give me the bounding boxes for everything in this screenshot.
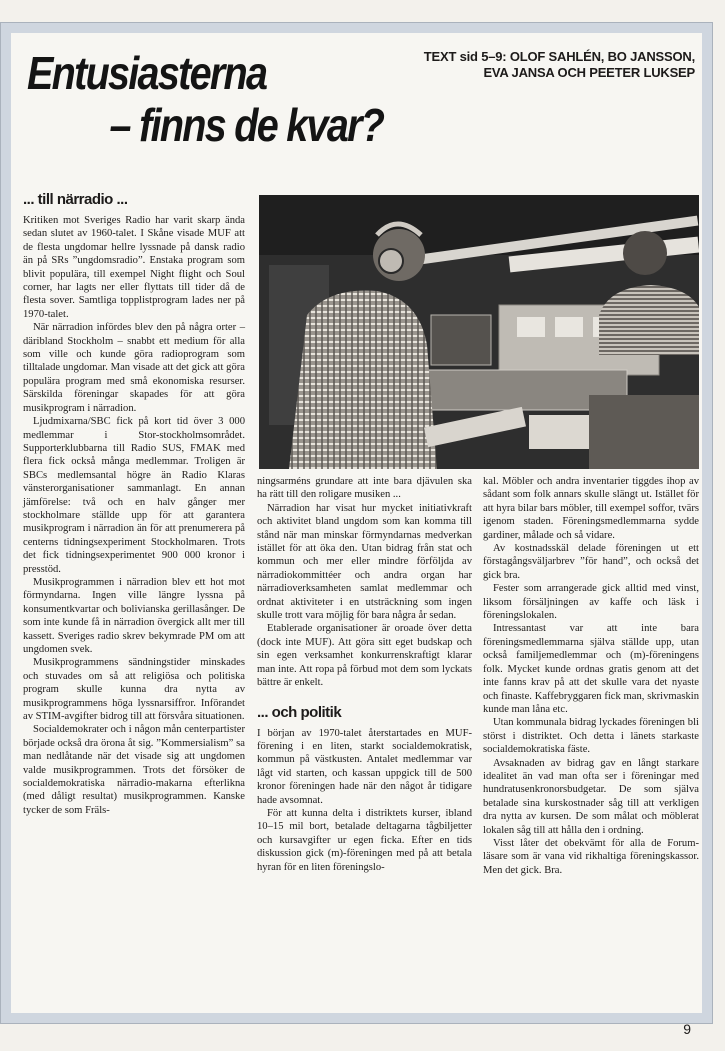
column-2 — [257, 475, 472, 874]
paragraph: I början av 1970-talet återstartades en MUF-förening i en liten, starkt socialdemokratisk, kommun på västkusten. Antalet medlemmar var lågt vid starten, och kassan uppgick till de 500 kronor föreningen hade när den något år tidigare hade avsomnat. — [257, 727, 472, 806]
headline-line-2: – finns de kvar? — [109, 99, 384, 151]
article — [11, 33, 702, 1013]
paragraph: Kritiken mot Sveriges Radio har varit skarp ända sedan slutet av 1960-talet. I Skåne visade MUF att de flesta ungdomar hellre lyssnade på dansk radio än på SRs ”ungdomsradio”. Enstaka program som blivit populära, till exempel Night flight och Soul corner, har lagts ner eller flyttats till tider då de flesta sover. Samtliga topplistprogram lades ner på 1970-talet. — [23, 215, 245, 320]
paragraph: Av kostnadsskäl delade föreningen ut ett förstagångsväljarbrev ”för hand”, och också det gick bra. — [483, 543, 699, 581]
paragraph: Socialdemokrater och i någon mån centerpartister började också dra öronа åt sig. ”Kommersialism” sa man nedlåtande när det visade sig att ungdomen valde musikprogrammen. Trots det försöker de socialdemokratiska närradio-makarna efterlikna (med dåligt resultat) musikprogrammen. Kanske tycker de som Fräls- — [23, 724, 245, 816]
radio-studio-illustration — [259, 195, 699, 469]
paragraph: Intressantast var att inte bara föreningsmedlemmarna själva ställde upp, utan också familjemedlemmar och (m)-föreningens folk. Mycket kunde ordnas gratis genom att det inte fanns krav på att det skulle vara det nyaste och finaste. Kaffebryggaren fick man, skrivmaskin kunde man låna etc. — [483, 623, 699, 715]
paragraph: Musikprogrammen i närradion blev ett hot mot förmyndarna. Ingen ville längre lyssna på konsumentkvartar och bolivianska gerillasånger. De som inte kunde få in närradion övergick allt mer till kassett. Sveriges radio skrev bekymrade PM om att ungdomen svek. — [23, 576, 245, 655]
paragraph: ningsarméns grundare att inte bara djävulen ska ha rätt till den roligare musiken ... — [257, 476, 472, 501]
paragraph: Utan kommunala bidrag lyckades föreningen bli störst i distriktet. Och detta i länets starkaste socialdemokratiska fäste. — [483, 717, 699, 756]
column-1 — [23, 191, 245, 817]
byline-line-1: TEXT sid 5–9: OLOF SAHLÉN, BO JANSSON, — [423, 49, 695, 64]
byline — [399, 49, 695, 81]
paragraph: Fester som arrangerade gick alltid med vinst, liksom försäljningen av kaffe och läsk i föreningslokalen. — [483, 583, 699, 622]
section-kicker-narradio: ... till närradio ... — [23, 191, 128, 208]
paragraph: kal. Möbler och andra inventarier tiggdes ihop av sådant som folk annars skulle slängt ut. Istället för att hyra bilar bars möbler, till exempel soffor, tvärs igenom staden. Föreningsmedlemmarna sydde gardiner, målade och så vidare. — [483, 476, 699, 541]
page-number: 9 — [683, 1021, 691, 1037]
paragraph: Närradion har visat hur mycket initiativkraft och aktivitet bland ungdom som kan komma till stånd när man minskar förmyndarnas medverkan istället för att öka den. Utan bidrag från stat och kommun och mer eller mindre förföljda av närradiokommittéer och andra organ har närradioverksamheten samlat medlemmar och ordnat aktiviteter i en utsträckning som ingen skulle trott vara möjlig för bara några år sedan. — [257, 502, 472, 622]
paragraph: Ljudmixarna/SBC fick på kort tid över 3 000 medlemmar i Stor-stockholmsområdet. Supporterklubbarna till Radio SUS, FMAK med flera fick också många medlemmar. Troligen är SBCs medlemsantal högre än Radio Klaras vänsterorganisationer sammanlagt. En annan jämförelse: två och en halv gånger mer stockholmare ställde upp för att garantera musikprogram i närradion än för att prenumerera på centerns tidningsexperiment Stockholmaren. Trots det fick tidningsexperimentet 900 000 kronor i presstöd. — [23, 416, 245, 575]
paragraph: När närradion infördes blev den på några orter – däribland Stockholm – snabbt ett medium för alla som ville och kunde göra radioprogram som tilltalade ungdomar. Man visade att det gick att göra populära program med små ekonomiska resurser. Särskilda föreningar skapades för att göra musikprogram i närradion. — [23, 322, 245, 414]
column-3 — [483, 475, 699, 877]
paragraph: Etablerade organisationer är oroade över detta (dock inte MUF). Att göra sitt eget budskap och sin egen verksamhet konkurrenskraftigt klarar man inte. Att ropa på förbud mot dem som lyckats bättre är enkelt. — [257, 623, 472, 689]
paragraph: Avsaknaden av bidrag gav en långt starkare idealitet än vad man ofta ser i föreningar med hundratusenkronorsbudgetar. De som själva betalade sina kurskostnader såg till att verkligen dra nytta av kursen. De som målat och möblerat lokalen såg till att hålla den i ordning. — [483, 757, 699, 836]
paragraph: För att kunna delta i distriktets kurser, ibland 10–15 mil bort, betalade deltagarna tågbiljetter och kursavgifter ur egen ficka. Efter en tids diskussion gick (m)-föreningen med på att betala hyran för en liten föreningslo- — [257, 807, 472, 873]
headline — [27, 47, 441, 151]
byline-line-2: EVA JANSA OCH PEETER LUKSEP — [483, 65, 695, 80]
paragraph: Musikprogrammens sändningstider minskades och stuvades om så att religiösa och politiska program skulle kunna dra nytta av musikprogrammens höga lyssnarsiffror. Införandet av STIM-avgifter bidrog till att försvåra situationen. — [23, 657, 245, 723]
headline-line-1: Entusiasterna — [27, 47, 267, 99]
section-kicker-politik: ... och politik — [257, 703, 342, 721]
paragraph: Visst låter det obekvämt för alla de Forum-läsare som är vana vid rikhaltiga föreningskassor. Men det gick. Bra. — [483, 837, 699, 876]
radio-studio-photo — [259, 195, 699, 469]
page-frame — [0, 22, 713, 1024]
